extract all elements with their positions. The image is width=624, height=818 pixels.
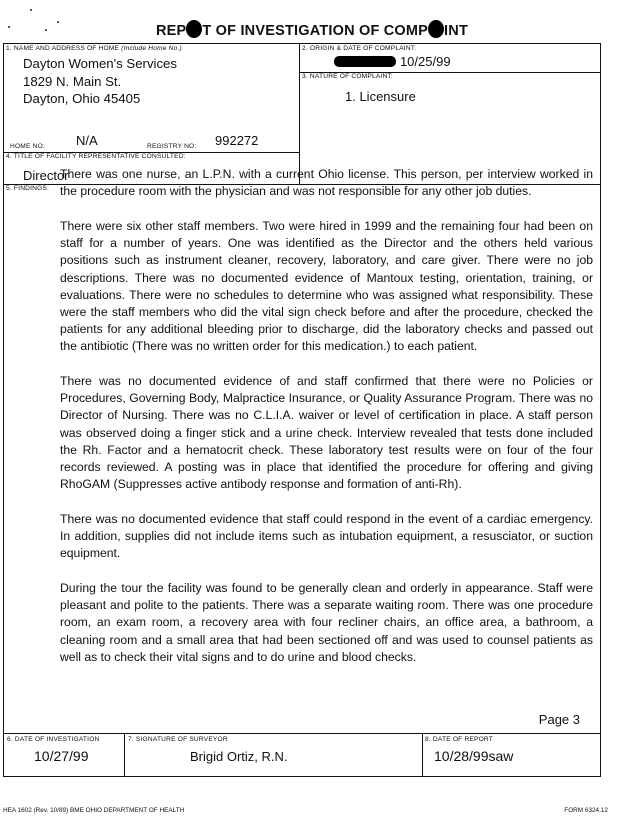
findings-text bbox=[60, 166, 593, 684]
title-part-2: T OF INVESTIGATION OF COMP bbox=[202, 23, 429, 39]
form-footer-left: HEA 1602 (Rev. 10/89) BME OHIO DEPARTMENT OF HEALTH bbox=[3, 807, 185, 814]
signature-label: 7. SIGNATURE OF SURVEYOR bbox=[128, 736, 228, 743]
representative-label: 4. TITLE OF FACILITY REPRESENTATIVE CONSULTED: bbox=[6, 153, 186, 160]
home-street: 1829 N. Main St. bbox=[23, 73, 122, 89]
title-ink-blot bbox=[186, 20, 202, 38]
title-ink-blot bbox=[428, 20, 444, 38]
form-number: FORM 6324.12 bbox=[564, 807, 608, 814]
home-address-label: 1. NAME AND ADDRESS OF HOME (Include Home No.) bbox=[6, 45, 182, 52]
page-number: Page 3 bbox=[538, 712, 580, 727]
findings-label: 5. FINDINGS: bbox=[6, 185, 50, 192]
date-investigation-label: 6. DATE OF INVESTIGATION bbox=[7, 736, 100, 743]
findings-paragraph: There was no documented evidence that staff could respond in the event of a cardiac emergency. In addition, supplies did not include items such as intubation equipment, a resusciator, or suction equipment. bbox=[60, 511, 593, 561]
home-address bbox=[23, 55, 177, 108]
registry-no-value: 992272 bbox=[215, 133, 259, 148]
report-title bbox=[0, 20, 624, 39]
home-no-value: N/A bbox=[76, 133, 98, 148]
findings-paragraph: There was no documented evidence of and staff confirmed that there were no Policies or Procedures, Governing Body, Malpractice Insurance, or Quality Assurance Program. There was no Director of Nursing. There was no C.L.I.A. waiver or level of certification in place. A staff person was observed doing a finger stick and a urine check. Interview revealed that tests done included the Rh. Factor and a hematocrit check. These laboratory test results were on four of the four records reviewed. A posting was in place that identified the procedure for offering and giving RhoGAM (Suppresses active antibody response and formation of anti-Rh). bbox=[60, 374, 593, 492]
representative-value: Director bbox=[23, 168, 69, 183]
scan-speck bbox=[30, 9, 32, 11]
home-city: Dayton, Ohio 45405 bbox=[23, 91, 141, 106]
findings-paragraph: During the tour the facility was found to be generally clean and orderly in appearance. Staff were pleasant and polite to the patients. There was a separate waiting room. There was one procedure room, an exam room, a recovery area with four recliner chairs, an office area, a bathroom, a cleaning room and a small area that had been sectioned off and was used to counsel patients as well as to check their vital signs and to do urine and blood checks. bbox=[60, 581, 593, 664]
findings-paragraph: There was one nurse, an L.P.N. with a current Ohio license. This person, per interview worked in the procedure room with the physician and was not responsible for any other job duties. bbox=[60, 167, 593, 199]
origin-date: - 10/25/99 bbox=[392, 54, 451, 69]
home-no-label: HOME NO: bbox=[10, 143, 45, 150]
date-report-value: 10/28/99saw bbox=[434, 748, 514, 764]
date-investigation-value: 10/27/99 bbox=[34, 748, 89, 764]
title-part-3: INT bbox=[444, 23, 469, 39]
divider bbox=[422, 733, 423, 777]
title-part-1: REP bbox=[155, 23, 187, 39]
origin-label: 2. ORIGIN & DATE OF COMPLAINT: bbox=[302, 45, 417, 52]
nature-value: 1. Licensure bbox=[345, 89, 416, 104]
origin-redaction bbox=[334, 56, 396, 67]
findings-paragraph: There were six other staff members. Two were hired in 1999 and the remaining four had been on staff for a number of years. One was identified as the Director and the others held various positions such as instrument cleaner, recovery, laboratory, and care giver. There were no job descriptions. There was no documented evidence of Mantoux testing, orientation, training, or evaluations. There were no schedules to determine who was assigned what responsibility. These were the staff members who did the vital sign check before and after the procedure, checked the patients for any additional bleeding prior to discharge, did the laboratory checks and passed out the antibiotic (There was no written order for this medication.) to each patient. bbox=[60, 218, 593, 354]
signature-value: Brigid Ortiz, R.N. bbox=[190, 749, 288, 764]
divider bbox=[124, 733, 125, 777]
divider bbox=[299, 44, 300, 184]
registry-no-label: REGISTRY NO: bbox=[147, 143, 197, 150]
home-name: Dayton Women's Services bbox=[23, 56, 177, 71]
date-report-label: 8. DATE OF REPORT bbox=[425, 736, 494, 743]
divider bbox=[4, 733, 601, 734]
nature-label: 3. NATURE OF COMPLAINT: bbox=[302, 73, 393, 80]
